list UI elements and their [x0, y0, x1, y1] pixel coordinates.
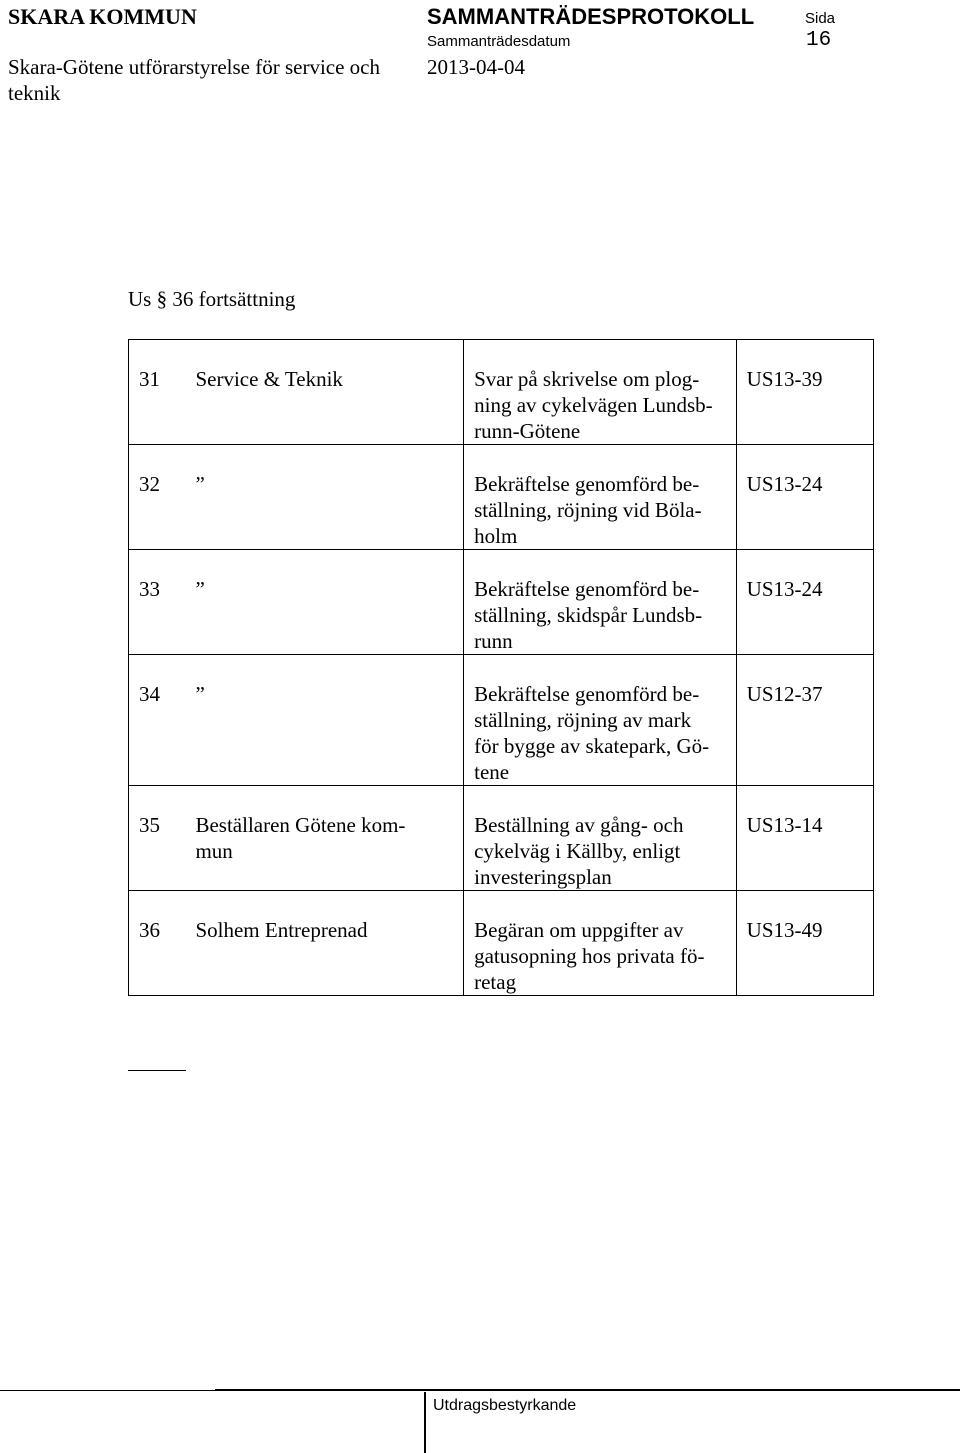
row-reference: US13-24 — [746, 472, 823, 496]
page-number: 16 — [806, 29, 832, 52]
row-reference: US13-14 — [746, 813, 823, 837]
meeting-date: 2013-04-04 — [427, 55, 525, 79]
table-row — [129, 891, 874, 996]
row-reference: US12-37 — [746, 682, 823, 706]
row-number: 35 — [139, 813, 160, 837]
row-sender: Solhem Entreprenad — [195, 918, 368, 942]
row-subject: Svar på skrivelse om plog- ning av cykelvägen Lundsb- runn-Götene — [474, 367, 713, 443]
row-subject: Beställning av gång- och cykelväg i Källby, enligt investeringsplan — [474, 813, 684, 889]
row-sender: ” — [195, 682, 205, 706]
row-sender: Beställaren Götene kom- mun — [195, 813, 406, 863]
date-label: Sammanträdesdatum — [427, 33, 571, 50]
table-row — [129, 550, 874, 655]
document-type: SAMMANTRÄDESPROTOKOLL — [427, 4, 755, 29]
row-number: 31 — [139, 367, 160, 391]
row-subject: Bekräftelse genomförd be- ställning, röjning vid Böla- holm — [474, 472, 702, 548]
table-row — [129, 340, 874, 445]
row-number: 33 — [139, 577, 160, 601]
committee-name-line1: Skara-Götene utförarstyrelse för service och — [8, 55, 381, 79]
extract-certification-label: Utdragsbestyrkande — [433, 1397, 577, 1414]
row-sender: ” — [195, 472, 205, 496]
row-number: 36 — [139, 918, 160, 942]
footer-signature-box-divider — [424, 1392, 426, 1453]
end-of-section-rule — [128, 1070, 186, 1071]
table-row — [129, 786, 874, 891]
row-subject: Bekräftelse genomförd be- ställning, röjning av mark för bygge av skatepark, Gö- tene — [474, 682, 710, 784]
table-row — [129, 655, 874, 786]
row-sender: ” — [195, 577, 205, 601]
row-number: 32 — [139, 472, 160, 496]
decisions-table — [128, 339, 874, 996]
row-number: 34 — [139, 682, 160, 706]
row-reference: US13-39 — [746, 367, 823, 391]
row-subject: Begäran om uppgifter av gatusopning hos privata fö- retag — [474, 918, 705, 994]
committee-name-line2: teknik — [8, 81, 61, 105]
organization-name: SKARA KOMMUN — [8, 4, 197, 29]
table-row — [129, 445, 874, 550]
row-sender: Service & Teknik — [195, 367, 343, 391]
row-reference: US13-49 — [746, 918, 823, 942]
row-reference: US13-24 — [746, 577, 823, 601]
section-heading: Us § 36 fortsättning — [128, 287, 296, 311]
footer-divider-right — [215, 1389, 960, 1391]
row-subject: Bekräftelse genomförd be- ställning, skidspår Lundsb- runn — [474, 577, 703, 653]
footer-divider-left — [0, 1390, 215, 1391]
page-label: Sida — [805, 10, 836, 27]
